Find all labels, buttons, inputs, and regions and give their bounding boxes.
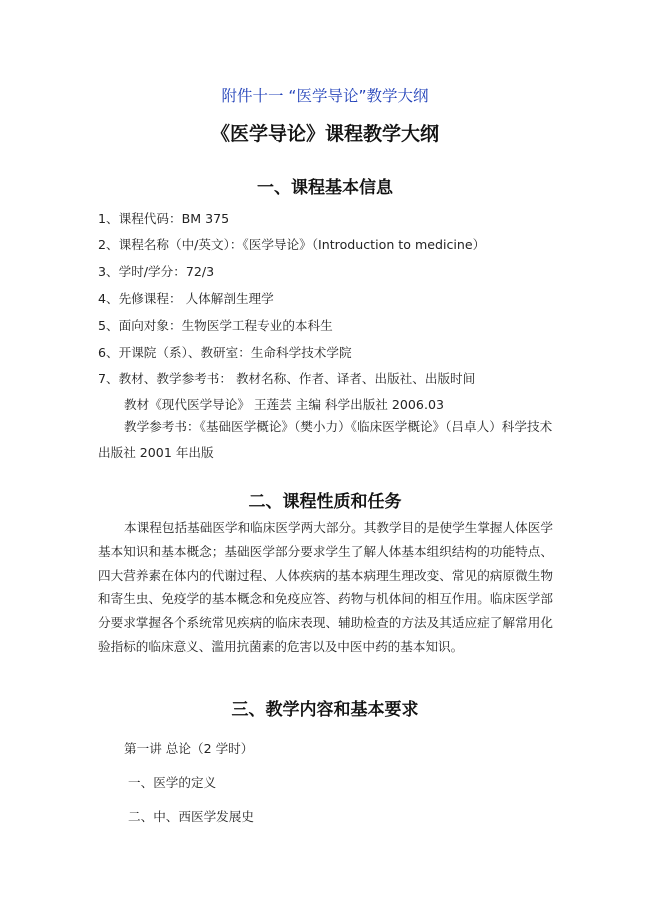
info-item-audience: 5、面向对象：生物医学工程专业的本科生 (98, 318, 333, 333)
section-heading-basic-info: 一、课程基本信息 (257, 178, 393, 198)
textbook-line: 教材《现代医学导论》 王莲芸 主编 科学出版社 2006.03 (124, 397, 444, 412)
section-heading-nature-tasks: 二、课程性质和任务 (248, 492, 402, 512)
section-heading-content: 三、教学内容和基本要求 (231, 700, 419, 720)
document-title: 《医学导论》课程教学大纲 (210, 123, 439, 145)
info-item-department: 6、开课院（系）、教研室：生命科学技术学院 (98, 345, 352, 360)
info-item-prerequisite: 4、先修课程： 人体解剖生理学 (98, 291, 274, 306)
info-item-textbooks: 7、教材、教学参考书： 教材名称、作者、译者、出版社、出版时间 (98, 371, 476, 386)
reference-books: 教学参考书：《基础医学概论》（樊小力）《临床医学概论》（吕卓人）科学技术出版社 2001 年出版 (98, 419, 553, 460)
info-item-course-code: 1、课程代码：BM 375 (98, 211, 230, 226)
info-item-hours-credits: 3、学时/学分：72/3 (98, 264, 215, 279)
appendix-title: 附件十一 “医学导论”教学大纲 (221, 87, 429, 105)
course-nature-paragraph: 本课程包括基础医学和临床医学两大部分。其教学目的是使学生掌握人体医学基本知识和基本概念；基础医学部分要求学生了解人体基本组织结构的功能特点、四大营养素在体内的代谢过程、人体疾病的基本病理生理改变、常见的病原微生物和寄生虫、免疫学的基本概念和免疫应答、药物与机体间的相互作用。临床医学部分要求掌握各个系统常见疾病的临床表现、辅助检查的方法及其适应症了解常用化验指标的临床意义、滥用抗菌素的危害以及中医中药的基本知识。 (98, 520, 553, 654)
list-item: 一、医学的定义 (128, 775, 217, 790)
lecture-heading: 第一讲 总论（2 学时） (124, 741, 254, 756)
info-item-course-name: 2、课程名称（中/英文）：《医学导论》（Introduction to medicine） (98, 237, 486, 252)
list-item: 二、中、西医学发展史 (128, 809, 254, 824)
